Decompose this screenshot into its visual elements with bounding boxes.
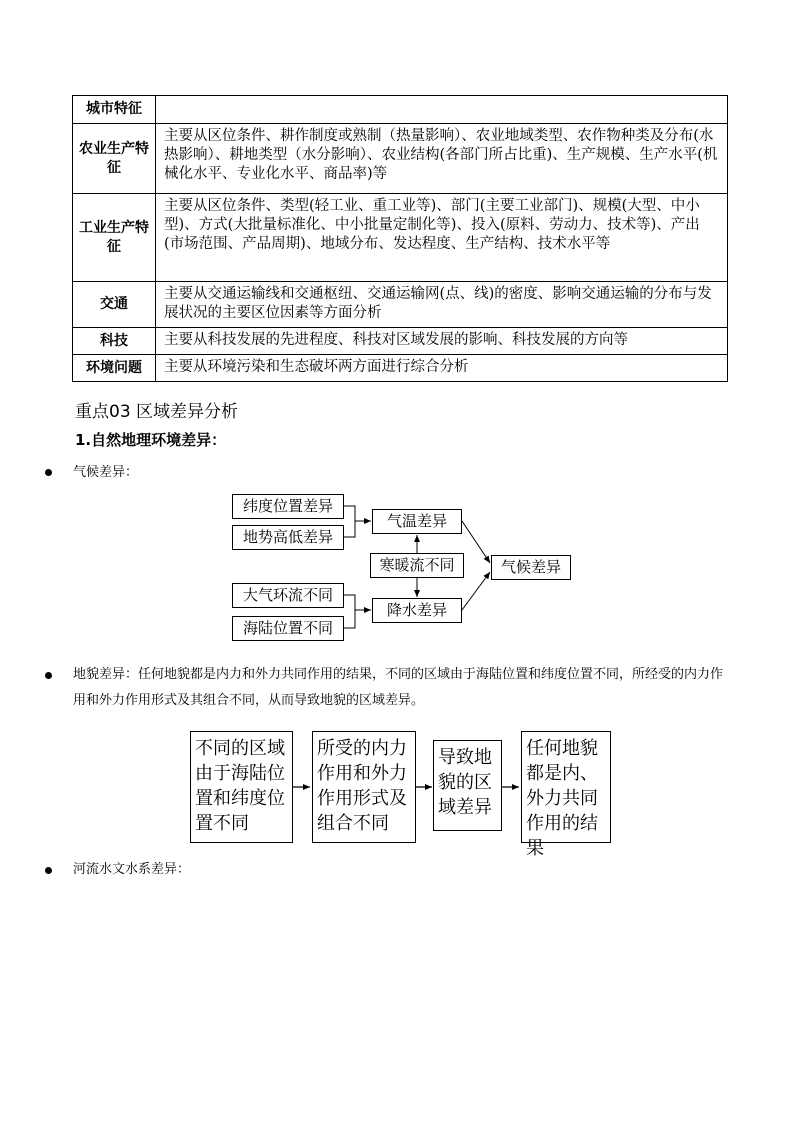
row-text: 主要从环境污染和生态破坏两方面进行综合分析	[156, 355, 728, 382]
climate-label: 气候差异：	[73, 465, 139, 480]
row-header: 科技	[73, 328, 156, 355]
bullet-icon	[45, 867, 52, 874]
bracket-line	[344, 506, 355, 537]
landsea-box: 海陆位置不同	[232, 616, 344, 641]
river-label: 河流水文水系差异：	[73, 862, 191, 877]
landform-box-2: 所受的内力作用和外力作用形式及组合不同	[312, 731, 416, 843]
section-subtitle: 1.自然地理环境差异：	[75, 431, 227, 449]
landform-box-4: 任何地貌都是内、外力共同作用的结果	[521, 731, 611, 843]
row-header: 农业生产特征	[73, 124, 156, 194]
terrain-box: 地势高低差异	[232, 525, 344, 550]
row-header: 城市特征	[73, 96, 156, 124]
precip-box: 降水差异	[372, 598, 462, 623]
circulation-box: 大气环流不同	[232, 583, 344, 608]
row-header: 交通	[73, 282, 156, 328]
arrow-line	[462, 521, 490, 563]
row-header: 环境问题	[73, 355, 156, 382]
temperature-box: 气温差异	[372, 509, 462, 534]
bracket-line	[344, 595, 355, 628]
row-text: 主要从区位条件、类型(轻工业、重工业等)、部门(主要工业部门)、规模(大型、中小型)、方式(大批量标准化、中小批量定制化等)、投入(原料、劳动力、技术等)、产出(市场范围、产品周期)、地域分布、发达程度、生产结构、技术水平等	[156, 194, 728, 282]
landform-text: 地貌差异：任何地貌都是内力和外力共同作用的结果，不同的区域由于海陆位置和纬度位置不同，所经受的内力作用和外力作用形式及其组合不同，从而导致地貌的区域差异。	[73, 667, 724, 708]
row-text: 主要从区位条件、耕作制度或熟制（热量影响）、农业地域类型、农作物种类及分布(水热影响）、耕地类型（水分影响）、农业结构(各部门所占比重)、生产规模、生产水平(机械化水平、专业化水平、商品率)等	[156, 124, 728, 194]
row-text: 主要从科技发展的先进程度、科技对区域发展的影响、科技发展的方向等	[156, 328, 728, 355]
row-header: 工业生产特征	[73, 194, 156, 282]
landform-box-1: 不同的区域由于海陆位置和纬度位置不同	[190, 731, 293, 843]
climate-box: 气候差异	[491, 555, 571, 580]
latitude-box: 纬度位置差异	[232, 494, 344, 519]
row-text: 主要从交通运输线和交通枢纽、交通运输网(点、线)的密度、影响交通运输的分布与发展状况的主要区位因素等方面分析	[156, 282, 728, 328]
arrow-line	[462, 572, 490, 610]
currents-box: 寒暖流不同	[370, 553, 464, 578]
landform-box-3: 导致地貌的区域差异	[433, 740, 502, 831]
bullet-icon	[45, 672, 52, 679]
section-title: 重点03 区域差异分析	[75, 402, 239, 422]
